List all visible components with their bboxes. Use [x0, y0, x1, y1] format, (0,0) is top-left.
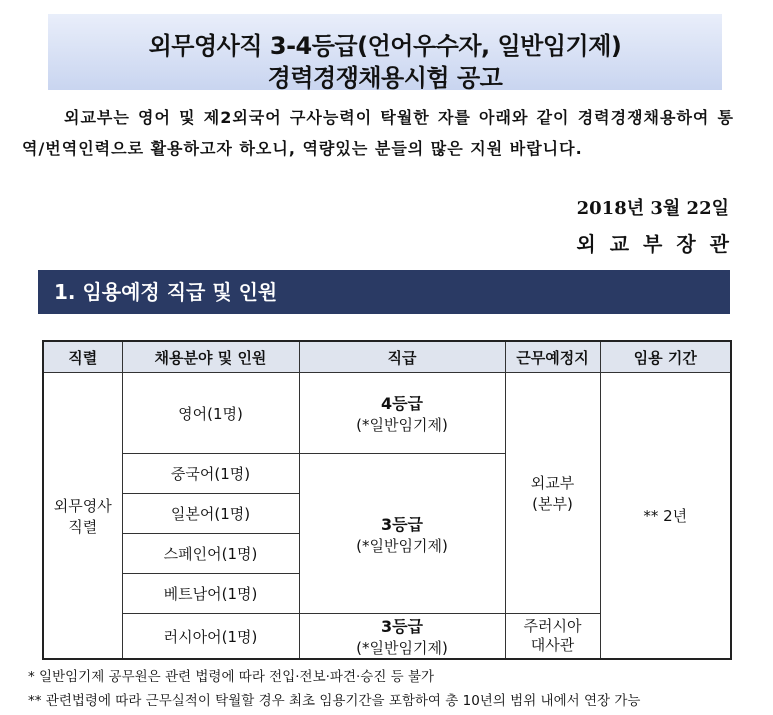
grade-cell	[299, 373, 505, 454]
grade-cell	[299, 614, 505, 660]
field-cell: 베트남어(1명)	[122, 574, 299, 614]
grade-label: 4등급	[380, 394, 424, 413]
footnote: * 일반임기제 공무원은 관련 법령에 따라 전입·전보·파견·승진 등 불가	[28, 669, 435, 685]
footnotes	[28, 665, 640, 713]
grade-note: (*일반임기제)	[356, 639, 448, 657]
col-header-field: 채용분야 및 인원	[122, 341, 299, 373]
page-subtitle: 경력경쟁채용시험 공고	[267, 64, 503, 92]
footnote: ** 관련법령에 따라 근무실적이 탁월할 경우 최초 임용기간을 포함하여 총 10년의 범위 내에서 연장 가능	[28, 693, 641, 709]
col-header-series: 직렬	[43, 341, 122, 373]
title-box	[48, 14, 722, 90]
announcement-date: 2018년 3월 22일	[576, 198, 729, 219]
series-cell: 외무영사 직렬	[43, 373, 122, 660]
period-cell: ** 2년	[600, 373, 731, 660]
grade-cell	[299, 454, 505, 614]
grade-label: 3등급	[380, 617, 424, 636]
field-cell: 영어(1명)	[122, 373, 299, 454]
col-header-period: 임용 기간	[600, 341, 731, 373]
table-header-row	[43, 341, 731, 373]
table-row	[43, 373, 731, 454]
page-title: 외무영사직 3-4등급(언어우수자, 일반임기제)	[148, 32, 622, 60]
location-cell: 외교부 (본부)	[505, 373, 600, 614]
grade-label: 3등급	[380, 514, 424, 534]
col-header-grade: 직급	[299, 341, 505, 373]
field-cell: 중국어(1명)	[122, 454, 299, 494]
positions-table	[42, 340, 732, 660]
grade-note: (*일반임기제)	[356, 416, 448, 434]
field-cell: 러시아어(1명)	[122, 614, 299, 660]
col-header-location: 근무예정지	[505, 341, 600, 373]
field-cell: 스페인어(1명)	[122, 534, 299, 574]
grade-note: (*일반임기제)	[356, 536, 448, 555]
issuer: 외교부장관	[576, 232, 743, 256]
section-header: 1. 임용예정 직급 및 인원	[38, 270, 730, 314]
field-cell: 일본어(1명)	[122, 494, 299, 534]
location-cell: 주러시아 대사관	[505, 614, 600, 660]
intro-paragraph: 외교부는 영어 및 제2외국어 구사능력이 탁월한 자를 아래와 같이 경력경쟁채용하여 통역/번역인력으로 활용하고자 하오니, 역량있는 분들의 많은 지원 바랍니다.	[22, 108, 734, 158]
